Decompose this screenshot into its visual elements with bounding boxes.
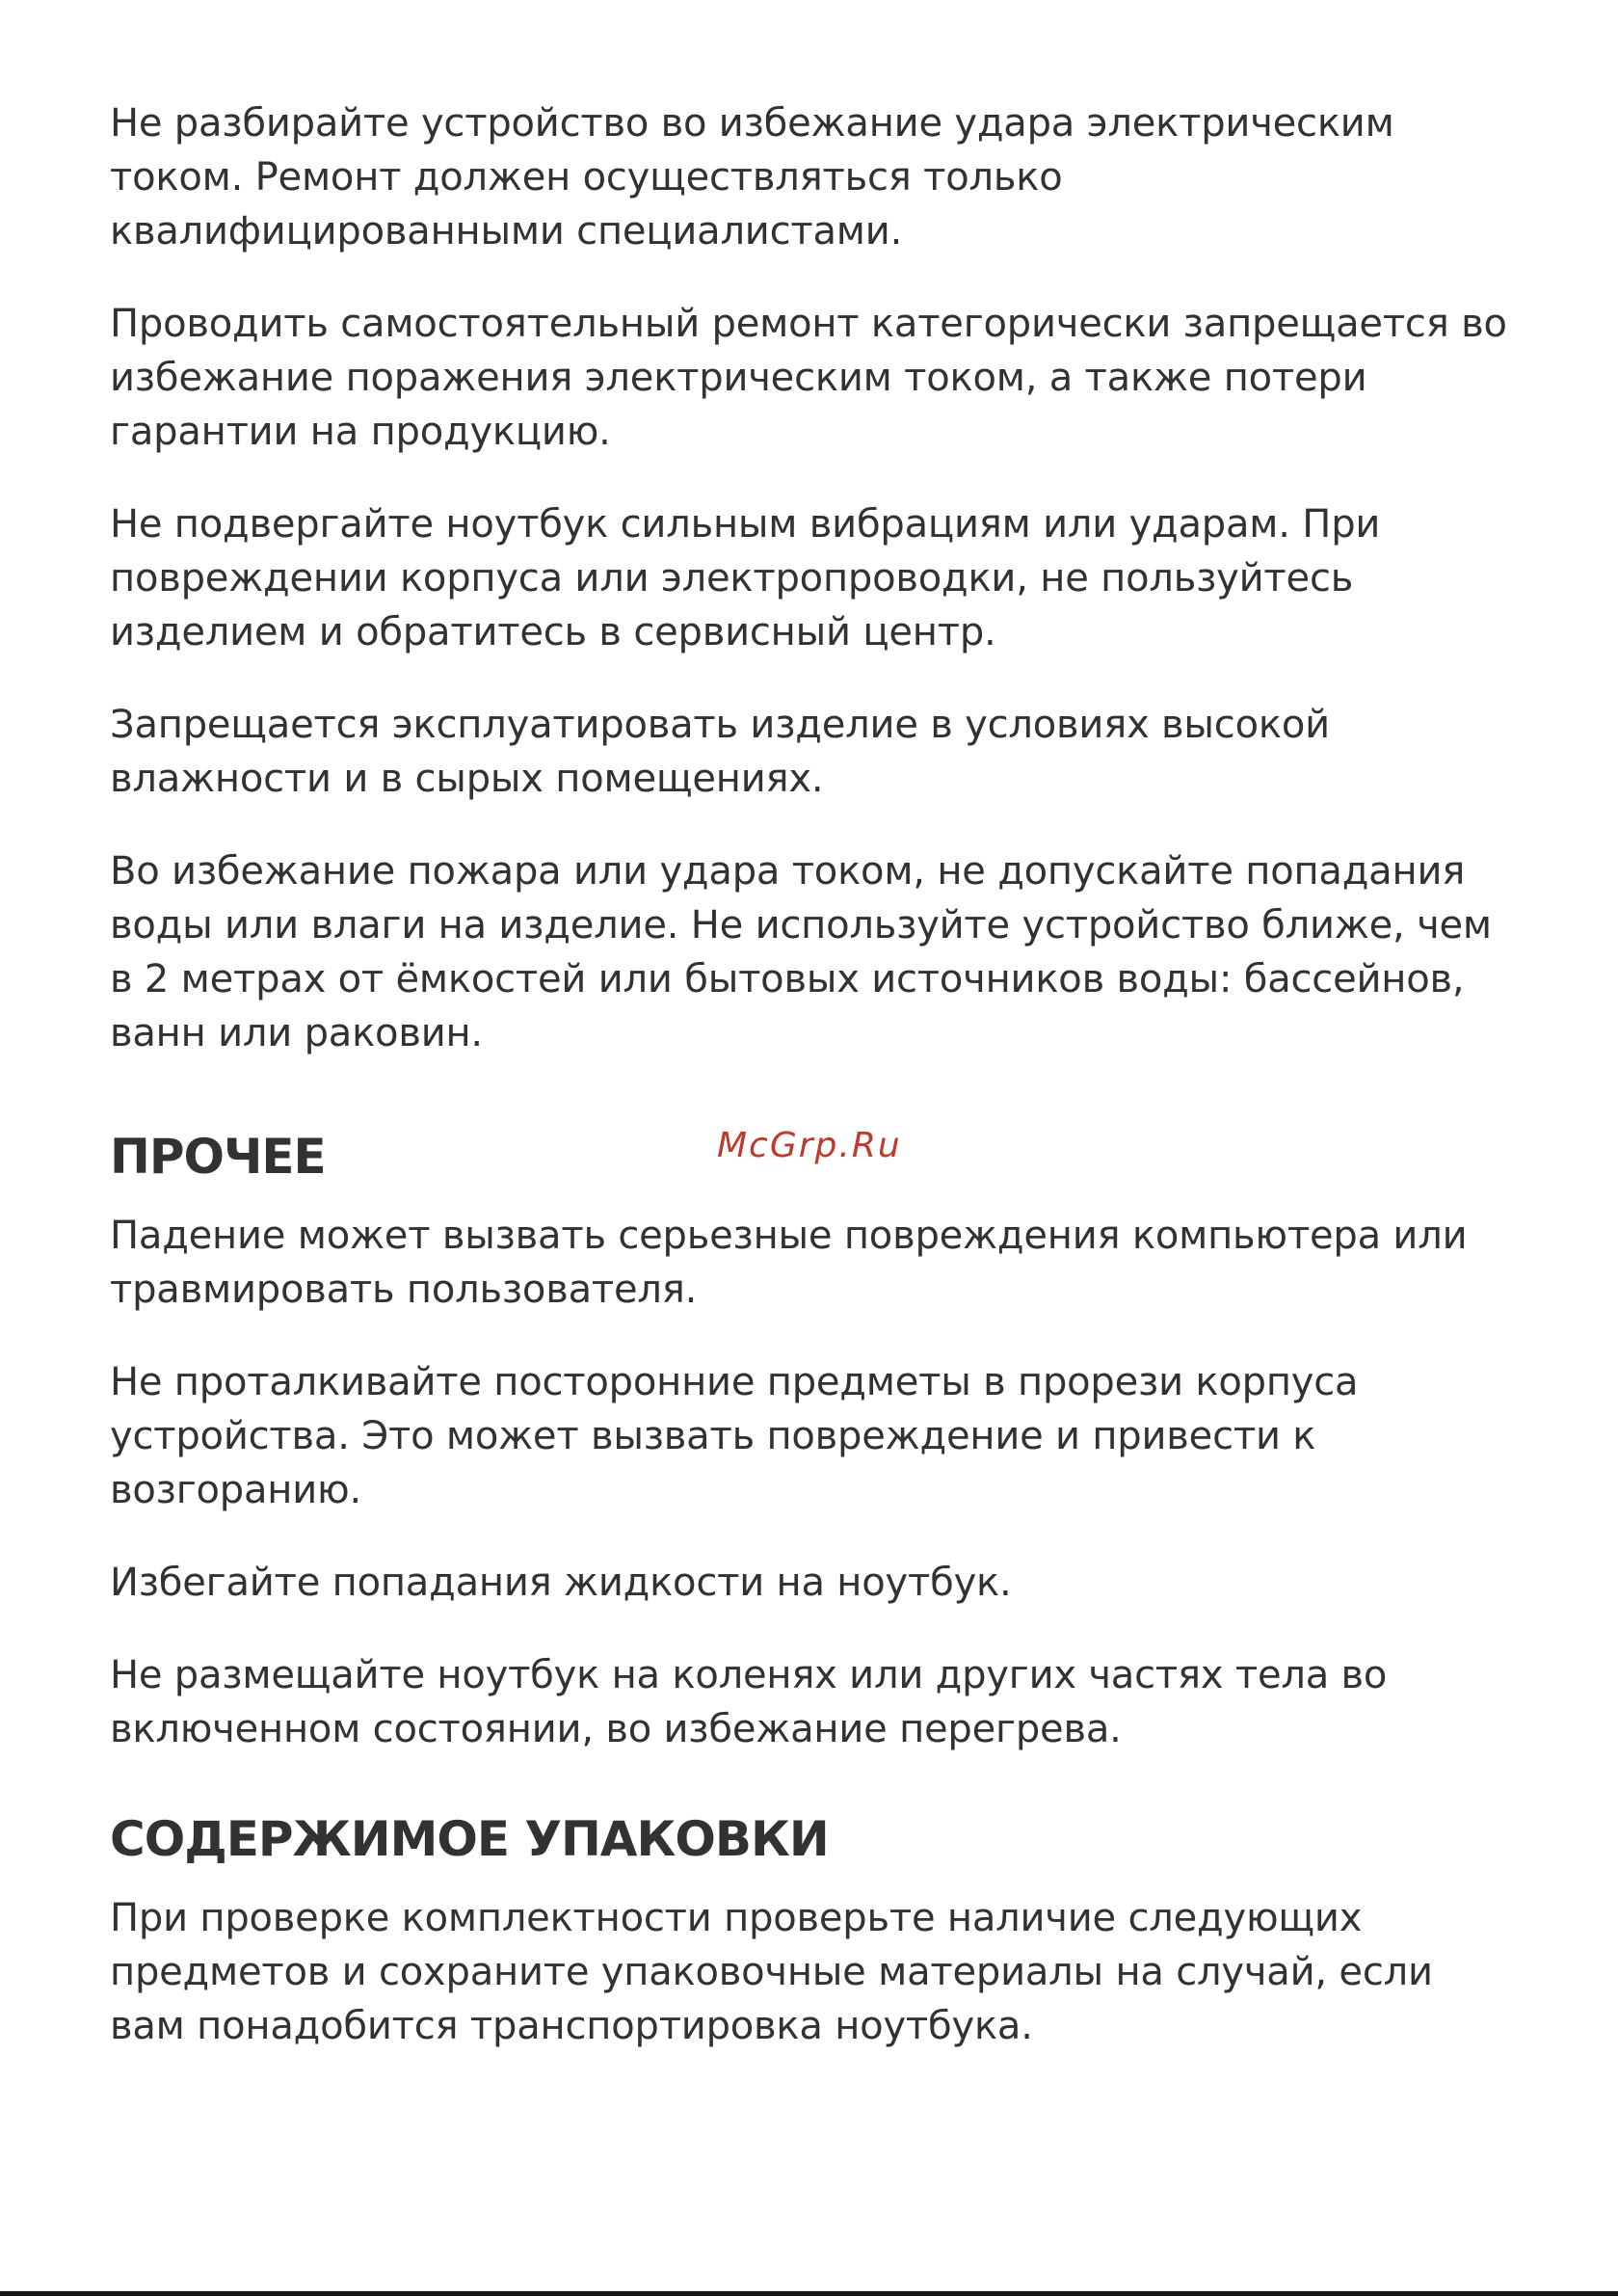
section-heading-other: ПРОЧЕЕ <box>110 1129 326 1185</box>
page-bottom-divider <box>0 2291 1618 2296</box>
section-heading-package: СОДЕРЖИМОЕ УПАКОВКИ <box>110 1811 829 1867</box>
safety-paragraph-3: Не подвергайте ноутбук сильным вибрациям или ударам. При повреждении корпуса или электропроводки, не пользуйтесь изделием и обратитесь в сервисный центр. <box>110 502 1381 654</box>
watermark-text: McGrp.Ru <box>717 1126 902 1165</box>
safety-paragraph-4: Запрещается эксплуатировать изделие в условиях высокой влажности и в сырых помещениях. <box>110 703 1330 801</box>
other-paragraph-4: Не размещайте ноутбук на коленях или других частях тела во включенном состоянии, во избежание перегрева. <box>110 1653 1388 1751</box>
document-page <box>110 96 1517 2092</box>
other-paragraph-2: Не проталкивайте посторонние предметы в прорези корпуса устройства. Это может вызвать повреждение и привести к возгоранию. <box>110 1360 1359 1512</box>
safety-paragraph-1: Не разбирайте устройство во избежание удара электрическим током. Ремонт должен осуществляться только квалифицированными специалистами. <box>110 101 1394 254</box>
package-paragraph-1: При проверке комплектности проверьте наличие следующих предметов и сохраните упаковочные материалы на случай, если вам понадобится транспортировка ноутбука. <box>110 1896 1433 2048</box>
safety-paragraph-5: Во избежание пожара или удара током, не допускайте попадания воды или влаги на изделие. Не используйте устройство ближе, чем в 2 метрах от ёмкостей или бытовых источников воды: бассейнов, ванн или раковин. <box>110 849 1492 1055</box>
safety-paragraph-2: Проводить самостоятельный ремонт категорически запрещается во избежание поражения электрическим током, а также потери гарантии на продукцию. <box>110 302 1507 454</box>
other-paragraph-3: Избегайте попадания жидкости на ноутбук. <box>110 1561 1012 1605</box>
other-paragraph-1: Падение может вызвать серьезные повреждения компьютера или травмировать пользователя. <box>110 1214 1468 1312</box>
